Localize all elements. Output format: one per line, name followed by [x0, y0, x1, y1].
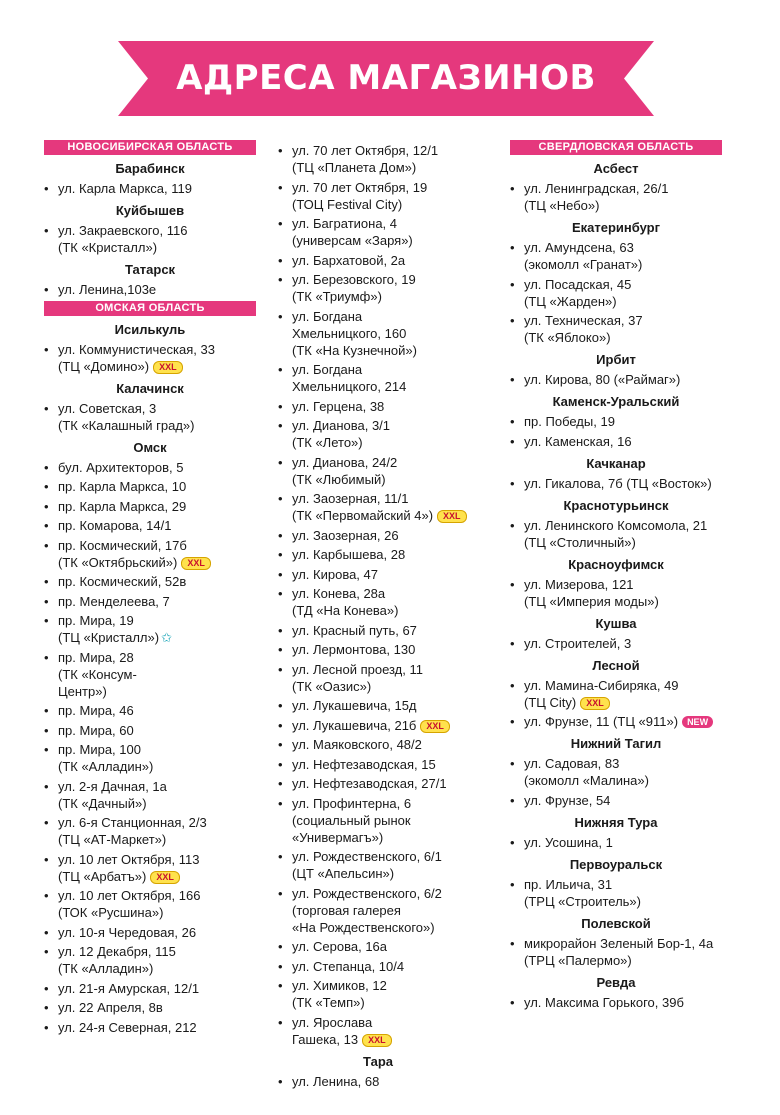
store-address-item — [278, 566, 478, 583]
store-address-item — [278, 717, 478, 734]
store-address-item — [278, 215, 478, 249]
city-heading: Татарск — [124, 262, 176, 277]
address-text: ул. Кирова, 80 («Раймаг») — [524, 372, 681, 387]
address-text: ул. Карбышева, 28 — [292, 547, 406, 562]
address-text: пр. Карла Маркса, 29 — [58, 498, 187, 514]
address-text: ул. 10 лет Октября, 166 (ТОК «Русшина») — [58, 888, 201, 920]
address-text: ул. Ленинского Комсомола, 21 (ТЦ «Столичный») — [524, 517, 708, 550]
address-text: ул. Кирова, 47 — [292, 566, 378, 582]
xxl-badge: XXL — [153, 361, 183, 374]
address-text: пр. Мира, 60 — [58, 722, 134, 738]
store-address-item — [278, 795, 478, 846]
store-address-item — [44, 400, 256, 434]
store-address-item — [44, 593, 256, 610]
city-heading: Исилькуль — [114, 321, 186, 337]
store-address-item — [44, 573, 256, 590]
store-address-item — [510, 371, 722, 388]
address-text: ул. Богдана Хмельницкого, 214 — [292, 362, 407, 394]
address-text: ул. Фрунзе, 11 (ТЦ «911») — [524, 714, 679, 729]
store-address-item — [44, 537, 256, 571]
address-text: ул. Нефтезаводская, 15 — [292, 756, 436, 772]
address-text: ул. 6-я Станционная, 2/3 (ТЦ «АТ-Маркет») — [58, 815, 207, 847]
page-title: АДРЕСА МАГАЗИНОВ — [176, 58, 596, 98]
store-address-item — [510, 180, 722, 214]
store-address-item — [278, 308, 478, 359]
column-right — [510, 140, 722, 1013]
store-address-item — [44, 180, 256, 197]
store-address-item — [278, 271, 478, 305]
region-heading: ОМСКАЯ ОБЛАСТЬ — [44, 301, 256, 316]
address-text: ул. Закраевского, 116 (ТК «Кристалл») — [58, 223, 188, 255]
address-text: ул. Лукашевича, 21б — [292, 717, 417, 733]
city-heading: Калачинск — [116, 380, 184, 396]
store-address-item — [510, 239, 722, 273]
city-heading: Кушва — [595, 615, 637, 631]
header-banner — [118, 41, 654, 116]
address-text: ул. Багратиона, 4 (универсам «Заря») — [292, 216, 413, 248]
address-text: ул. 70 лет Октября, 19 (ТОЦ Festival City) — [292, 179, 428, 212]
address-text: ул. Лукашевича, 15д — [292, 698, 417, 713]
address-text: ул. 10 лет Октября, 113 (ТЦ «Арбатъ») — [58, 851, 200, 884]
store-address-item — [510, 312, 722, 346]
city-heading: Красноуфимск — [568, 556, 664, 572]
store-address-item — [278, 1014, 478, 1048]
address-text: ул. 22 Апреля, 8в — [58, 1000, 163, 1015]
store-address-item — [44, 887, 256, 921]
city-heading: Нижний Тагил — [570, 736, 662, 751]
store-address-item — [278, 398, 478, 415]
store-address-item — [278, 848, 478, 882]
address-text: ул. Карла Маркса, 119 — [58, 181, 192, 196]
address-text: ул. Химиков, 12 (ТК «Темп») — [292, 978, 387, 1010]
address-text: ул. Техническая, 37 (ТК «Яблоко») — [524, 313, 643, 345]
address-text: пр. Карла Маркса, 10 — [58, 479, 187, 494]
address-text: ул. Березовского, 19 (ТК «Триумф») — [292, 272, 416, 304]
store-address-item — [44, 517, 256, 534]
store-address-item — [510, 635, 722, 652]
store-address-item — [44, 281, 256, 298]
store-address-item — [510, 876, 722, 910]
address-text: ул. Дианова, 24/2 (ТК «Любимый) — [292, 454, 398, 487]
address-text: ул. Лермонтова, 130 — [292, 642, 416, 657]
address-text: ул. Профинтерна, 6 (социальный рынок «Универмагъ») — [292, 795, 412, 845]
city-heading: Качканар — [586, 455, 646, 471]
address-text: ул. Максима Горького, 39б — [524, 994, 684, 1010]
store-address-item — [278, 736, 478, 753]
store-address-item — [510, 576, 722, 610]
city-heading: Асбест — [593, 161, 639, 176]
address-text: ул. Ленинградская, 26/1 (ТЦ «Небо») — [524, 181, 669, 213]
store-address-item — [510, 677, 722, 711]
store-address-item — [510, 517, 722, 551]
store-address-item — [44, 943, 256, 977]
store-address-item — [44, 459, 256, 476]
store-address-item — [44, 1019, 256, 1036]
store-address-item — [278, 546, 478, 563]
address-text: ул. Рождественского, 6/2 (торговая галерея «На Рождественского») — [292, 885, 442, 935]
store-address-item — [510, 475, 722, 492]
address-text: ул. Нефтезаводская, 27/1 — [292, 776, 447, 791]
store-address-item — [44, 814, 256, 848]
store-address-item — [44, 741, 256, 775]
address-text: пр. Мира, 19 (ТЦ «Кристалл») — [58, 613, 160, 645]
store-address-item — [278, 641, 478, 658]
city-heading: Барабинск — [115, 161, 185, 176]
address-text: ул. Богдана Хмельницкого, 160 (ТК «На Кузнечной») — [292, 308, 417, 358]
city-heading: Полевской — [581, 915, 651, 931]
store-address-item — [278, 938, 478, 955]
address-text: пр. Менделеева, 7 — [58, 593, 170, 609]
address-text: ул. 24-я Северная, 212 — [58, 1019, 197, 1035]
address-text: ул. Посадская, 45 (ТЦ «Жарден») — [524, 276, 632, 309]
address-text: ул. Фрунзе, 54 — [524, 792, 611, 808]
store-address-item — [278, 1073, 478, 1090]
store-address-item — [44, 924, 256, 941]
store-address-item — [278, 756, 478, 773]
store-address-item — [44, 341, 256, 375]
store-address-item — [44, 478, 256, 495]
store-address-item — [44, 222, 256, 256]
store-address-item — [278, 977, 478, 1011]
store-address-item — [44, 498, 256, 515]
store-address-item — [510, 994, 722, 1011]
address-text: пр. Ильича, 31 (ТРЦ «Строитель») — [524, 876, 641, 909]
address-text: ул. Строителей, 3 — [524, 635, 632, 651]
address-text: ул. Мамина-Сибиряка, 49 (ТЦ City) — [524, 677, 679, 710]
address-text: ул. Каменская, 16 — [524, 433, 632, 449]
address-text: ул. Маяковского, 48/2 — [292, 737, 422, 752]
store-address-item — [278, 661, 478, 695]
address-text: пр. Мира, 100 (ТК «Алладин») — [58, 742, 154, 774]
store-address-item — [44, 722, 256, 739]
address-text: пр. Космический, 52в — [58, 574, 187, 589]
store-address-item — [278, 490, 478, 524]
new-badge: NEW — [682, 716, 713, 728]
city-heading: Краснотурьинск — [563, 497, 669, 513]
store-address-item — [510, 834, 722, 851]
address-text: ул. Советская, 3 (ТК «Калашный град») — [58, 400, 195, 433]
store-address-item — [44, 612, 256, 646]
column-middle — [278, 140, 478, 1092]
store-address-item — [510, 935, 722, 969]
address-text: ул. 70 лет Октября, 12/1 (ТЦ «Планета Дом») — [292, 143, 439, 175]
city-heading: Тара — [362, 1053, 394, 1069]
store-address-item — [278, 958, 478, 975]
address-text: пр. Комарова, 14/1 — [58, 518, 172, 533]
address-text: ул. Усошина, 1 — [524, 834, 613, 850]
region-heading: НОВОСИБИРСКАЯ ОБЛАСТЬ — [44, 140, 256, 155]
address-text: ул. 21-я Амурская, 12/1 — [58, 980, 200, 996]
store-address-item — [510, 713, 722, 730]
store-address-item — [44, 702, 256, 719]
star-icon: ✩ — [161, 630, 172, 645]
address-text: ул. Ленина, 68 — [292, 1073, 380, 1089]
store-address-item — [278, 179, 478, 213]
store-address-item — [278, 697, 478, 714]
address-text: ул. Лесной проезд, 11 (ТК «Оазис») — [292, 661, 423, 694]
city-heading: Ирбит — [596, 352, 636, 367]
address-text: ул. Ленина,103е — [58, 282, 157, 297]
address-text: ул. Степанца, 10/4 — [292, 958, 405, 974]
store-address-item — [278, 454, 478, 488]
address-text: ул. Герцена, 38 — [292, 398, 385, 414]
xxl-badge: XXL — [580, 697, 610, 710]
city-heading: Первоуральск — [569, 856, 663, 872]
address-text: пр. Космический, 17б (ТК «Октябрьский») — [58, 537, 187, 570]
store-address-item — [278, 775, 478, 792]
store-address-item — [278, 361, 478, 395]
address-text: ул. Заозерная, 11/1 (ТК «Первомайский 4») — [292, 491, 434, 523]
store-address-item — [278, 585, 478, 619]
address-text: ул. Конева, 28а (ТД «На Конева») — [292, 586, 399, 618]
store-address-item — [278, 527, 478, 544]
store-address-item — [510, 792, 722, 809]
store-address-item — [278, 252, 478, 269]
xxl-badge: XXL — [181, 557, 211, 570]
address-text: ул. Амундсена, 63 (экомолл «Гранат») — [524, 240, 643, 272]
address-text: ул. 10-я Чередовая, 26 — [58, 924, 197, 940]
store-address-item — [510, 413, 722, 430]
xxl-badge: XXL — [362, 1034, 392, 1047]
store-address-item — [510, 276, 722, 310]
address-text: ул. Красный путь, 67 — [292, 622, 417, 638]
address-text: ул. Садовая, 83 (экомолл «Малина») — [524, 756, 649, 788]
store-address-item — [44, 778, 256, 812]
address-text: бул. Архитекторов, 5 — [58, 459, 184, 475]
store-address-item — [510, 755, 722, 789]
store-address-item — [278, 142, 478, 176]
address-text: пр. Мира, 46 — [58, 703, 134, 718]
store-address-item — [44, 999, 256, 1016]
column-left — [44, 140, 256, 1038]
xxl-badge: XXL — [420, 720, 450, 733]
store-address-item — [44, 851, 256, 885]
xxl-badge: XXL — [437, 510, 467, 523]
city-heading: Каменск-Уральский — [552, 394, 680, 409]
address-text: ул. 12 Декабря, 115 (ТК «Алладин») — [58, 944, 176, 976]
store-address-item — [278, 417, 478, 451]
address-text: ул. Заозерная, 26 — [292, 527, 399, 543]
address-text: пр. Мира, 28 (ТК «Консум- Центр») — [58, 649, 137, 699]
store-address-item — [278, 885, 478, 936]
city-heading: Лесной — [592, 657, 640, 673]
address-text: ул. Гикалова, 7б (ТЦ «Восток») — [524, 475, 712, 491]
address-text: ул. Ярослава Гашека, 13 — [292, 1014, 373, 1047]
store-address-item — [278, 622, 478, 639]
store-address-item — [510, 433, 722, 450]
store-address-item — [44, 980, 256, 997]
city-heading: Куйбышев — [115, 203, 185, 218]
city-heading: Ревда — [596, 974, 636, 990]
xxl-badge: XXL — [150, 871, 180, 884]
address-text: ул. Мизерова, 121 (ТЦ «Империя моды») — [524, 576, 659, 609]
city-heading: Омск — [133, 439, 167, 455]
address-text: ул. Коммунистическая, 33 (ТЦ «Домино») — [58, 341, 215, 374]
address-text: ул. Серова, 16а — [292, 939, 388, 954]
address-text: микрорайон Зеленый Бор-1, 4а (ТРЦ «Палермо») — [524, 935, 714, 968]
address-text: ул. 2-я Дачная, 1а (ТК «Дачный») — [58, 778, 167, 811]
store-address-item — [44, 649, 256, 700]
city-heading: Нижняя Тура — [574, 814, 658, 830]
address-text: ул. Рождественского, 6/1 (ЦТ «Апельсин») — [292, 849, 442, 881]
address-text: пр. Победы, 19 — [524, 414, 615, 429]
city-heading: Екатеринбург — [571, 220, 661, 235]
region-heading: СВЕРДЛОВСКАЯ ОБЛАСТЬ — [510, 140, 722, 155]
address-text: ул. Бархатовой, 2а — [292, 252, 406, 268]
address-text: ул. Дианова, 3/1 (ТК «Лето») — [292, 418, 391, 450]
